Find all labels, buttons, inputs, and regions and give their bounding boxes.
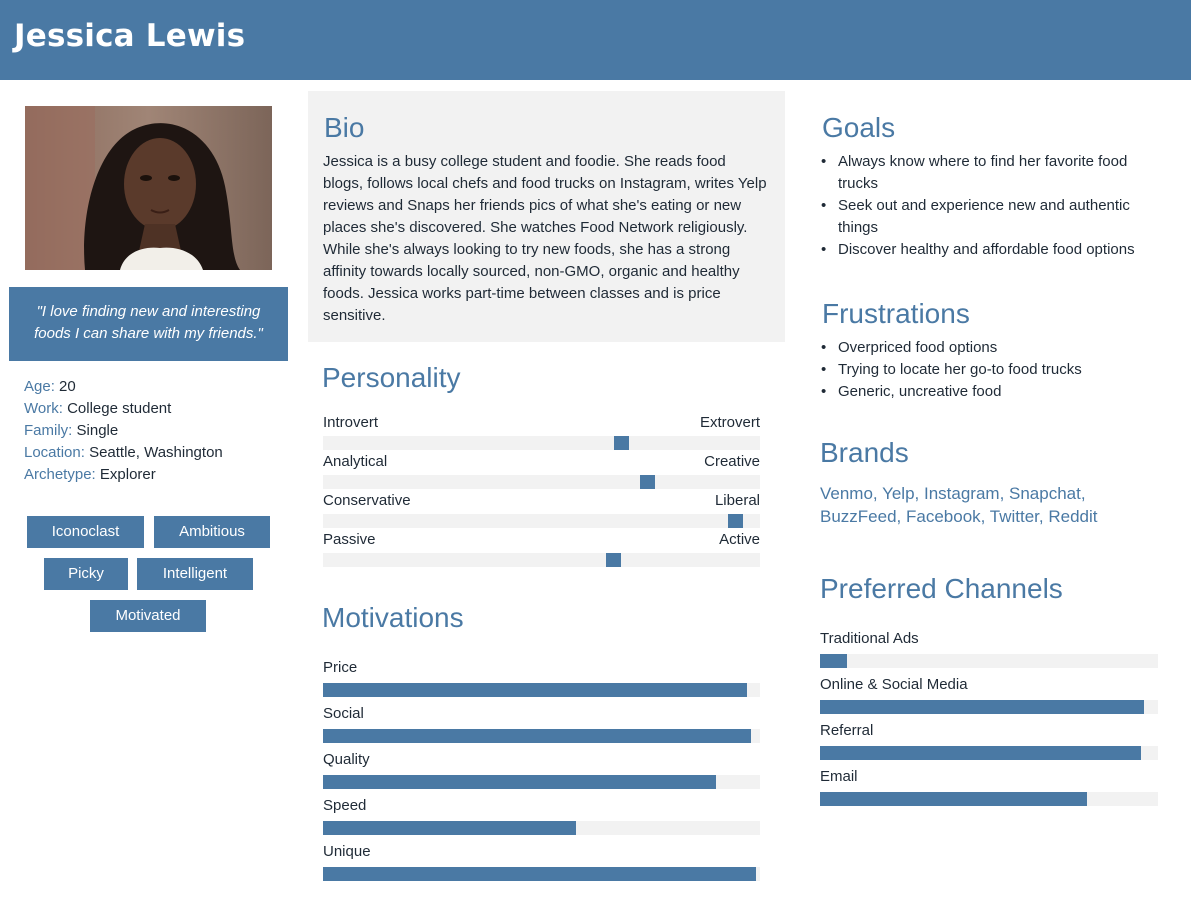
fact-label: Age: [24, 378, 55, 395]
fact-value: Seattle, Washington [89, 444, 223, 461]
channel-bar-online-social [820, 700, 1158, 714]
channel-bar-fill [820, 700, 1144, 714]
trait-right-label: Active [719, 531, 760, 548]
trait-tag-motivated: Motivated [90, 600, 206, 632]
motivation-bar-fill [323, 821, 576, 835]
motivation-bar-quality [323, 775, 760, 789]
brands-title: Brands [820, 437, 909, 468]
frustration-item: • Generic, uncreative food [820, 381, 1160, 403]
goal-item: • Discover healthy and affordable food options [820, 239, 1160, 261]
trait-left-label: Passive [323, 531, 376, 548]
personality-slider-introvert-extrovert [323, 436, 760, 450]
motivation-bar-speed [323, 821, 760, 835]
motivations-title: Motivations [322, 602, 464, 633]
goal-item: • Seek out and experience new and authentic things [820, 195, 1160, 239]
motivation-bar-fill [323, 729, 751, 743]
slider-marker [728, 514, 743, 528]
trait-tag-iconoclast: Iconoclast [27, 516, 144, 548]
portrait-image [25, 106, 272, 270]
personality-slider-conservative-liberal [323, 514, 760, 528]
channel-bar-fill [820, 746, 1141, 760]
trait-tag-picky: Picky [44, 558, 128, 590]
goals-title: Goals [822, 112, 896, 143]
trait-right-label: Creative [704, 453, 760, 470]
channel-bar-email [820, 792, 1158, 806]
frustration-item: • Trying to locate her go-to food trucks [820, 359, 1160, 381]
fact-value: Explorer [99, 466, 156, 483]
motivation-bar-price [323, 683, 760, 697]
fact-location [24, 442, 223, 464]
channel-label: Email [820, 768, 858, 785]
channels-title: Preferred Channels [820, 573, 1063, 604]
personality-slider-analytical-creative [323, 475, 760, 489]
frustrations-list [820, 337, 1160, 403]
persona-facts [24, 376, 223, 486]
fact-archetype [24, 464, 223, 486]
trait-left-label: Analytical [323, 453, 388, 470]
personality-slider-passive-active [323, 553, 760, 567]
bio-title: Bio [324, 112, 365, 143]
motivation-label: Price [323, 659, 358, 676]
channel-label: Traditional Ads [820, 630, 919, 647]
motivation-label: Speed [323, 797, 367, 814]
fact-value: 20 [59, 378, 76, 395]
fact-label: Archetype: [24, 466, 96, 483]
fact-label: Family: [24, 422, 73, 439]
fact-age [24, 376, 223, 398]
brands-list: Venmo, Yelp, Instagram, Snapchat, BuzzFeed, Facebook, Twitter, Reddit [820, 484, 1098, 526]
trait-tag-intelligent: Intelligent [137, 558, 253, 590]
channel-bar-referral [820, 746, 1158, 760]
trait-left-label: Introvert [323, 414, 379, 431]
fact-family [24, 420, 223, 442]
fact-value: College student [67, 400, 172, 417]
motivation-label: Quality [323, 751, 370, 768]
motivation-bar-fill [323, 683, 747, 697]
channel-bar-fill [820, 792, 1087, 806]
persona-quote [9, 287, 288, 361]
channel-label: Referral [820, 722, 874, 739]
trait-right-label: Liberal [714, 492, 760, 509]
persona-photo [25, 106, 272, 270]
fact-label: Work: [24, 400, 63, 417]
personality-title: Personality [322, 362, 461, 393]
motivation-label: Social [323, 705, 364, 722]
channel-label: Online & Social Media [820, 676, 968, 693]
channel-bar-fill [820, 654, 847, 668]
trait-left-label: Conservative [323, 492, 411, 509]
fact-label: Location: [24, 444, 85, 461]
fact-value: Single [76, 422, 119, 439]
goal-item: • Always know where to find her favorite food trucks [820, 151, 1160, 195]
motivation-bar-fill [323, 867, 756, 881]
frustration-item: • Overpriced food options [820, 337, 1160, 359]
bio-text: Jessica is a busy college student and foodie. She reads food blogs, follows local chefs and food trucks on Instagram, writes Yelp reviews and Snaps her friends pics of what she's eating or new places she's discovered. She watches Food Network religiously. While she's always looking to try new foods, she has a strong affinity towards locally sourced, non-GMO, organic and healthy foods. Jessica works part-time between classes and is price sensitive. [323, 153, 767, 324]
trait-right-label: Extrovert [699, 414, 760, 431]
goals-list [820, 151, 1160, 261]
trait-tag-ambitious: Ambitious [154, 516, 270, 548]
slider-marker [640, 475, 655, 489]
motivation-bar-unique [323, 867, 760, 881]
channel-bar-traditional-ads [820, 654, 1158, 668]
motivation-label: Unique [323, 843, 371, 860]
fact-work [24, 398, 223, 420]
quote-text: "I love finding new and interesting foods I can share with my friends." [34, 303, 263, 342]
motivation-bar-social [323, 729, 760, 743]
frustrations-title: Frustrations [822, 298, 970, 329]
slider-marker [614, 436, 629, 450]
slider-marker [606, 553, 621, 567]
persona-name: Jessica Lewis [14, 18, 246, 54]
motivation-bar-fill [323, 775, 716, 789]
header-bar [0, 0, 1191, 80]
